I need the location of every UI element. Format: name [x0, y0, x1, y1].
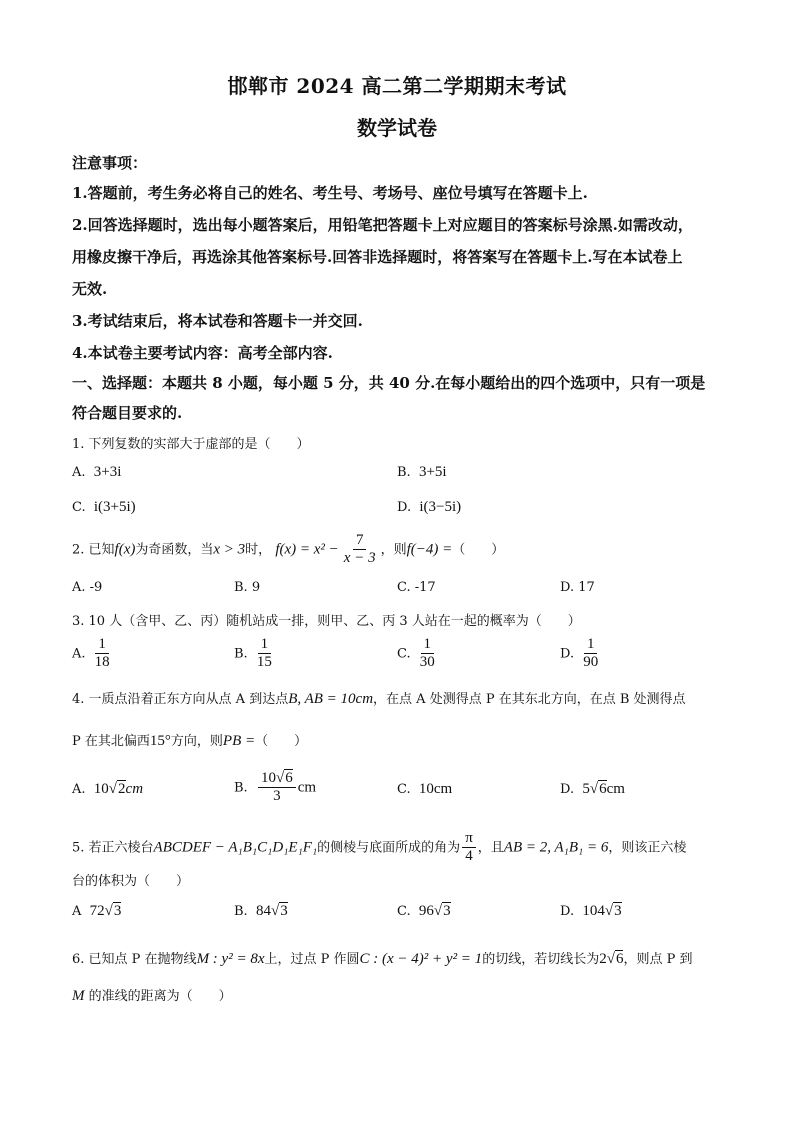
q5-stem-line2: 台的体积为（ ）	[72, 874, 190, 889]
q2-option-a: A. -9	[72, 580, 103, 595]
q2-stem: 2. 已知f(x)为奇函数，当x > 3时， f(x) = x² − $\frac{7}{x - 3}$ ，则f(−4) =（ ）	[72, 532, 505, 567]
q2-option-d: D. 17	[560, 580, 595, 595]
q5-option-c: C. 96√3	[397, 903, 451, 919]
q1-option-d: D. i(3−5i)	[397, 499, 462, 515]
q4-option-d: D. 5√6cm	[560, 781, 625, 797]
q5-stem-line1: 5. 若正六棱台ABCDEF − A₁B₁C₁D₁E₁F₁的侧棱与底面所成的角为 $\frac{\pi}{4}$ ，且AB = 2, A₁B₁ = 6，则该正六棱	[72, 830, 687, 865]
q1-option-c: C. i(3+5i)	[72, 499, 136, 515]
q5-option-b: B. 84√3	[234, 903, 288, 919]
q3-option-a: A. $\frac{1}{18}$	[72, 636, 110, 671]
q5-option-d: D. 104√3	[560, 903, 622, 919]
section-heading-line1: 一、选择题：本题共 8 小题，每小题 5 分，共 40 分.在每小题给出的四个选项中，只有一项是	[72, 374, 706, 392]
q1-stem: 1. 下列复数的实部大于虚部的是（ ）	[72, 437, 310, 452]
notice-item-2-line1: 2.回答选择题时，选出每小题答案后，用铅笔把答题卡上对应题目的答案标号涂黑.如需改动，	[72, 216, 693, 234]
q6-stem-line2: M 的准线的距离为（ ）	[72, 988, 232, 1004]
q4-stem-line2: P 在其北偏西15°方向，则PB =（ ）	[72, 733, 308, 749]
q4-stem-line1: 4. 一质点沿着正东方向从点 A 到达点B, AB = 10cm，在点 A 处测得点 P 在其东北方向，在点 B 处测得点	[72, 691, 686, 707]
q2-option-b: B. 9	[234, 580, 261, 595]
q4-option-b: B. $\frac{10√6}{3}$ cm	[234, 770, 317, 805]
q4-option-c: C. 10cm	[397, 781, 453, 797]
notice-item-1: 1.答题前，考生务必将自己的姓名、考生号、考场号、座位号填写在答题卡上.	[72, 184, 588, 202]
exam-title: 邯郸市 2024 高二第二学期期末考试	[227, 74, 567, 98]
q4-option-a: A. 10√2cm	[72, 781, 144, 797]
q2-option-c: C. -17	[397, 580, 436, 595]
section-heading-line2: 符合题目要求的.	[72, 404, 183, 422]
notice-item-3: 3.考试结束后，将本试卷和答题卡一并交回.	[72, 312, 363, 330]
q3-option-b: B. $\frac{1}{15}$	[234, 636, 272, 671]
q3-option-d: D. $\frac{1}{90}$	[560, 636, 599, 671]
notice-item-4: 4.本试卷主要考试内容：高考全部内容.	[72, 344, 333, 362]
notice-item-2-line3: 无效.	[72, 280, 108, 298]
q2-fraction: $\frac{7}{x - 3}$	[343, 532, 376, 567]
q3-stem: 3. 10 人（含甲、乙、丙）随机站成一排，则甲、乙、丙 3 人站在一起的概率为（ ）	[72, 614, 581, 629]
q6-stem-line1: 6. 已知点 P 在抛物线M : y² = 8x上，过点 P 作圆C : (x − 4)² + y² = 1的切线，若切线长为2√6，则点 P 到	[72, 951, 693, 967]
q5-option-a: A 72√3	[72, 903, 122, 919]
q1-option-b: B. 3+5i	[397, 464, 447, 480]
notice-heading: 注意事项：	[72, 154, 148, 172]
q1-option-a: A. 3+3i	[72, 464, 122, 480]
exam-subtitle: 数学试卷	[357, 116, 437, 140]
q3-option-c: C. $\frac{1}{30}$	[397, 636, 435, 671]
notice-item-2-line2: 用橡皮擦干净后，再选涂其他答案标号.回答非选择题时，将答案写在答题卡上.写在本试卷上	[72, 248, 683, 266]
